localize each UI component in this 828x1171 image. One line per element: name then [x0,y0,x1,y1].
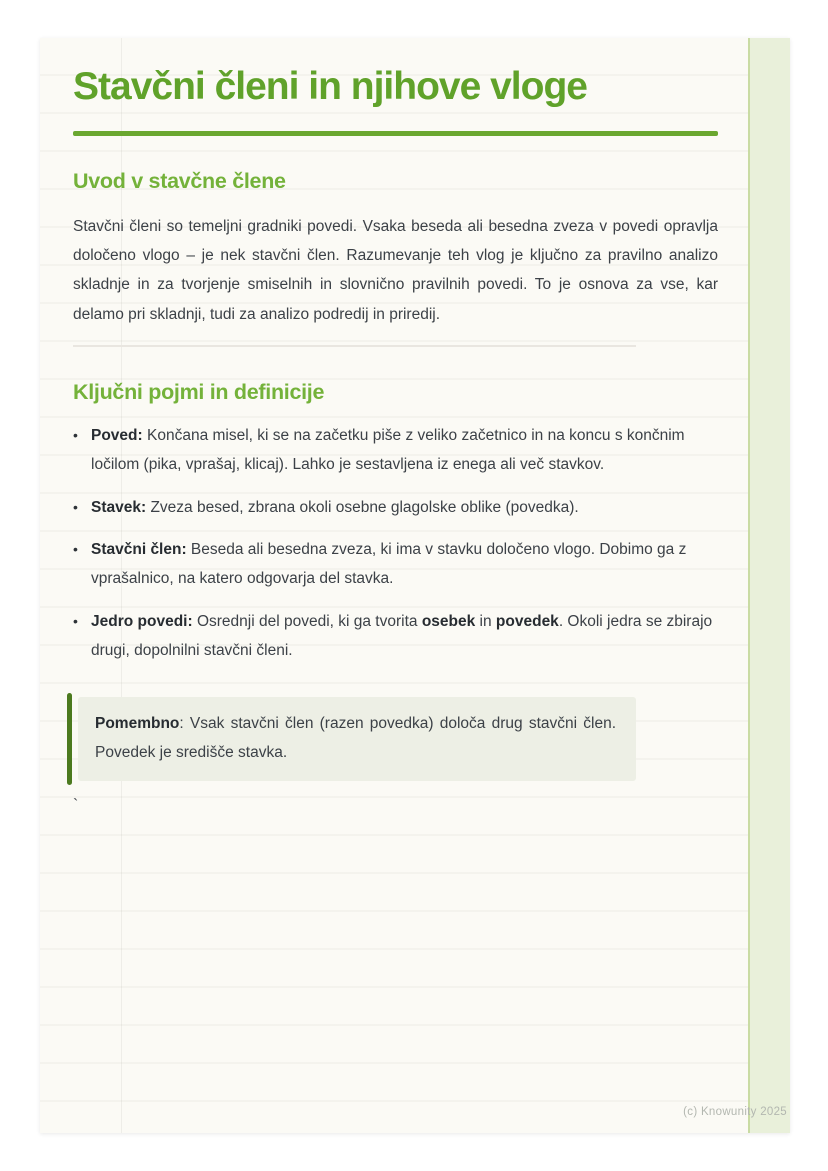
list-item-stavek [73,493,718,522]
bullet-icon: • [73,498,78,515]
document-page [40,38,790,1133]
inline-bold-povedek: povedek [495,612,559,630]
list-item-jedro-povedi [73,607,718,666]
list-item-text [91,493,579,522]
callout-accent-bar [67,693,72,785]
footer-copyright: (c) Knowunity 2025 [683,1106,787,1118]
term-label: Stavek: [91,498,147,516]
definitions-list [73,421,718,665]
list-item-text [91,607,718,666]
important-callout [78,697,636,781]
page-content [40,38,790,815]
term-definition-part: . Okoli jedra se zbirajo drugi, dopolnilni stavčni členi. [91,612,713,659]
page-title: Stavčni členi in njihove vloge [73,65,587,108]
intro-paragraph: Stavčni členi so temeljni gradniki povedi. Vsaka beseda ali besedna zveza v povedi opravlja določeno vlogo – je nek stavčni člen. Razumevanje teh vlog je ključno za pravilno analizo skladnje in za tvorjenje smiselnih in slovnično pravilnih povedi. To je osnova za vse, kar delamo pri skladnji, tudi za analizo podredij in priredij. [73,217,718,323]
title-underline-rule [73,131,718,136]
term-label: Poved: [91,427,143,445]
section-divider [73,345,636,347]
callout-text [95,709,616,768]
bullet-icon: • [73,427,78,444]
page-edge-stripe [748,38,790,1133]
term-definition: Končana misel, ki se na začetku piše z veliko začetnico in na koncu s končnim ločilom (pika, vprašaj, klicaj). Lahko je sestavljena iz enega ali več stavkov. [91,427,685,474]
term-definition-part: Osrednji del povedi, ki ga tvorita [192,612,422,630]
bullet-icon: • [73,612,78,629]
callout-body: : Vsak stavčni člen (razen povedka) določa drug stavčni člen. Povedek je središče stavka. [95,715,616,762]
callout-label: Pomembno [95,715,180,733]
term-label: Stavčni člen: [91,540,187,558]
term-label: Jedro povedi: [91,612,193,630]
list-item-text [91,535,718,594]
section-heading-uvod: Uvod v stavčne člene [73,168,286,193]
term-definition: Zveza besed, zbrana okoli osebne glagolske oblike (povedka). [146,498,579,516]
term-definition: Beseda ali besedna zveza, ki ima v stavku določeno vlogo. Dobimo ga z vprašalnico, na katero odgovarja del stavka. [91,540,687,588]
list-item-text [91,421,718,480]
list-item-stavcni-clen [73,535,718,594]
term-definition-part: in [475,612,496,630]
bullet-icon: • [73,540,78,557]
stray-backtick-character: ` [73,796,79,814]
section-heading-pojmi: Ključni pojmi in definicije [73,380,325,405]
list-item-poved [73,421,718,480]
inline-bold-osebek: osebek [421,612,476,630]
